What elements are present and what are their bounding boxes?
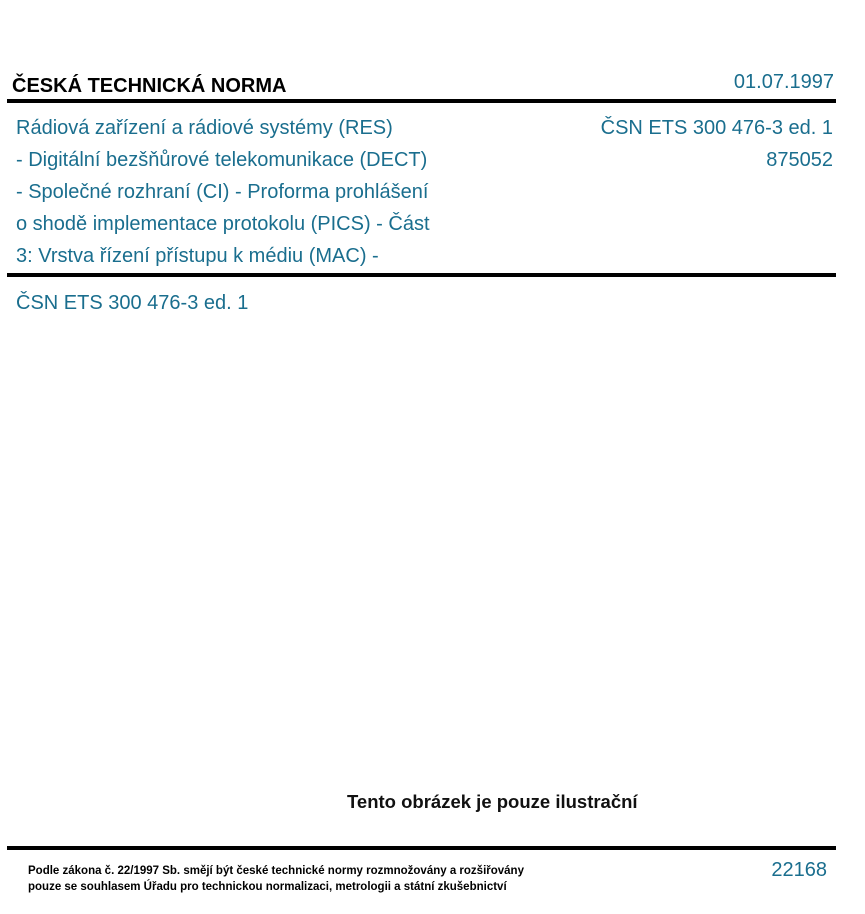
standard-designation-repeat: ČSN ETS 300 476-3 ed. 1 (16, 292, 249, 314)
standard-title-line: - Digitální bezšňůrové telekomunikace (DECT) (16, 149, 428, 171)
document-number: 22168 (771, 859, 827, 881)
legal-notice-line: pouze se souhlasem Úřadu pro technickou normalizaci, metrologii a státní zkušebnictví (28, 881, 507, 893)
header-divider (7, 99, 836, 103)
standard-title-line: Rádiová zařízení a rádiové systémy (RES) (16, 117, 393, 139)
footer-divider (7, 846, 836, 850)
catalog-number: 875052 (766, 149, 833, 171)
publication-date: 01.07.1997 (733, 71, 834, 93)
title-divider (7, 273, 836, 277)
standard-designation: ČSN ETS 300 476-3 ed. 1 (600, 117, 833, 139)
standard-title-line: o shodě implementace protokolu (PICS) - Část (16, 213, 430, 235)
legal-notice (28, 863, 524, 895)
page-title: ČESKÁ TECHNICKÁ NORMA (12, 75, 287, 97)
legal-notice-line: Podle zákona č. 22/1997 Sb. smějí být české technické normy rozmnožovány a rozšiřovány (28, 865, 524, 877)
standard-identifiers (601, 112, 833, 176)
standard-title-line: - Společné rozhraní (CI) - Proforma prohlášení (16, 181, 429, 203)
standard-title-line: 3: Vrstva řízení přístupu k médiu (MAC) - (16, 245, 379, 267)
illustration-caption: Tento obrázek je pouze ilustrační (347, 791, 638, 812)
standard-title (16, 112, 430, 272)
